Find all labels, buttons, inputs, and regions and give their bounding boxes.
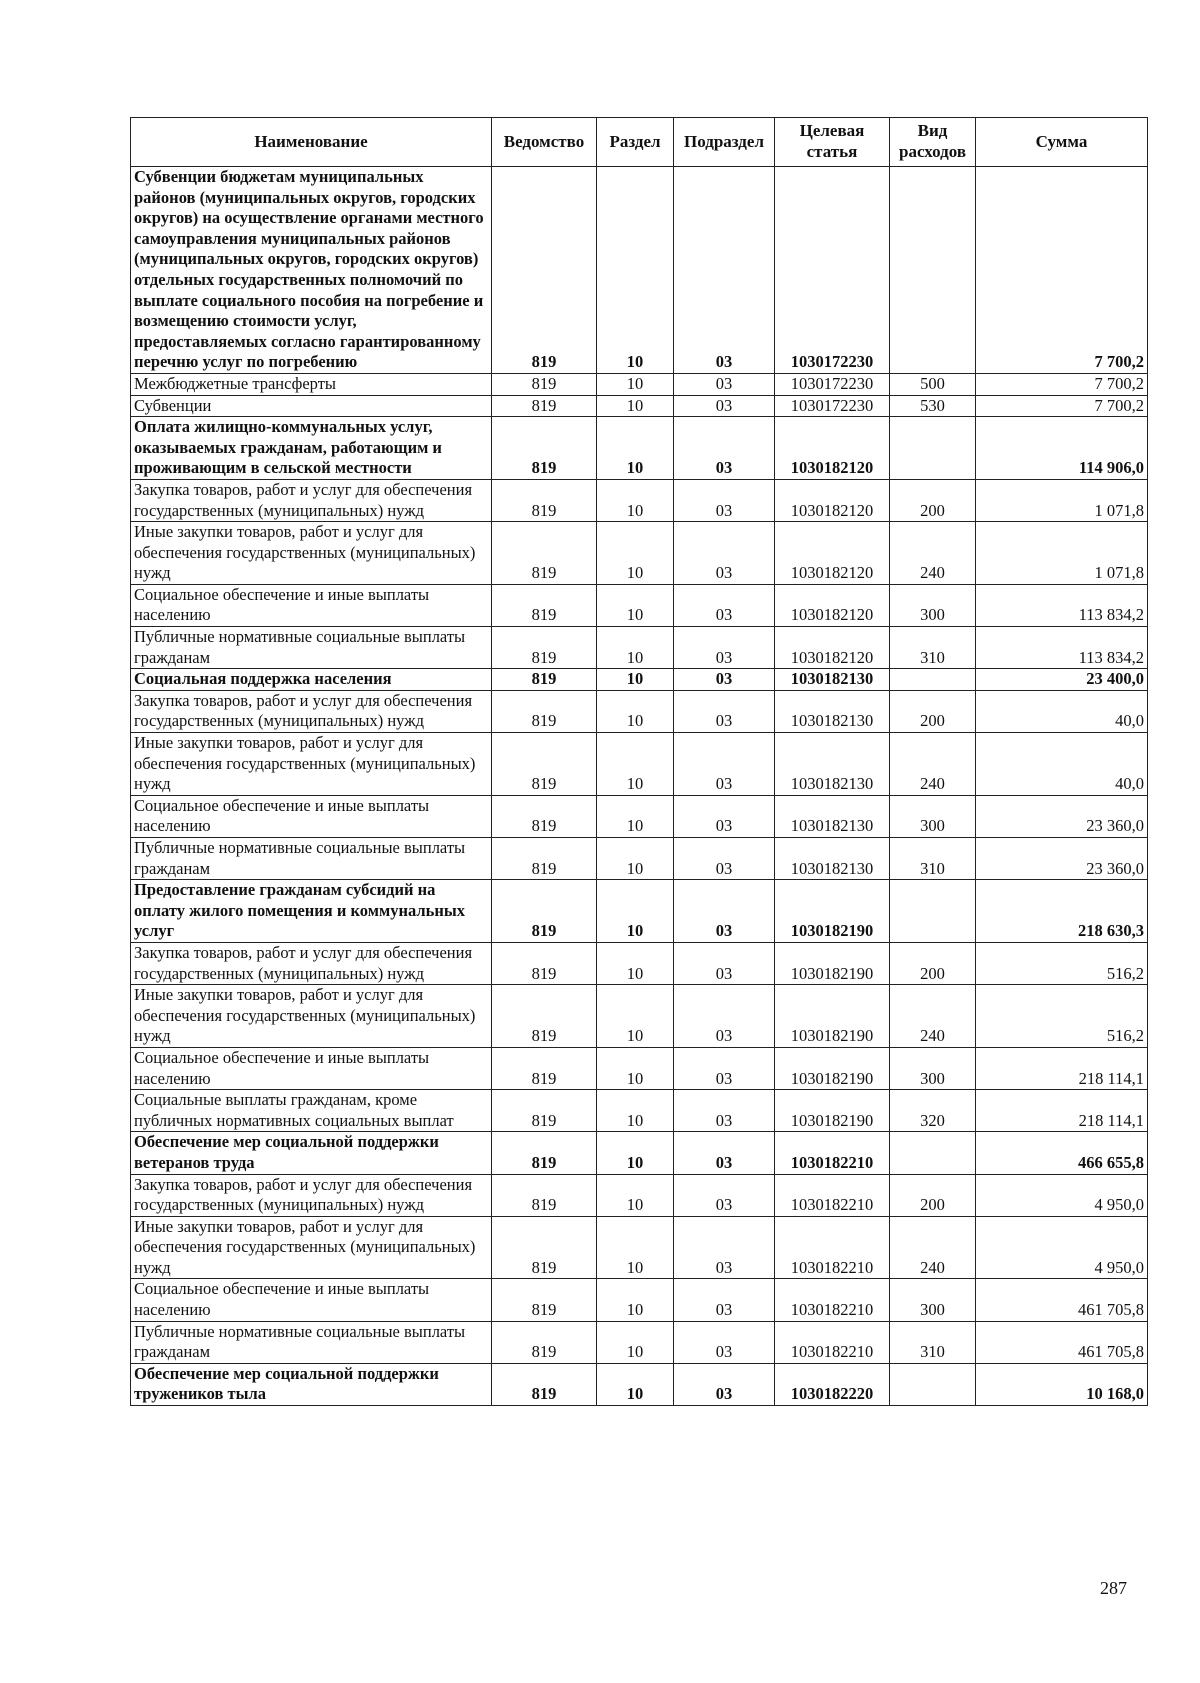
cell-target: 1030182130 [775, 690, 890, 732]
cell-subsection: 03 [674, 1216, 775, 1279]
table-row [131, 985, 1148, 1048]
cell-dept: 819 [492, 479, 597, 521]
cell-target: 1030182120 [775, 479, 890, 521]
header-section: Раздел [597, 118, 674, 167]
table-row [131, 522, 1148, 585]
cell-name: Социальные выплаты гражданам, кроме публичных нормативных социальных выплат [131, 1090, 492, 1132]
cell-section: 10 [597, 985, 674, 1048]
table-row [131, 373, 1148, 395]
cell-kind: 310 [890, 1321, 976, 1363]
cell-subsection: 03 [674, 417, 775, 480]
cell-sum: 218 630,3 [976, 880, 1148, 943]
header-target: Целевая статья [775, 118, 890, 167]
cell-section: 10 [597, 880, 674, 943]
cell-sum: 461 705,8 [976, 1279, 1148, 1321]
cell-sum: 23 360,0 [976, 795, 1148, 837]
cell-kind: 200 [890, 942, 976, 984]
cell-section: 10 [597, 1363, 674, 1405]
cell-subsection: 03 [674, 627, 775, 669]
cell-target: 1030182190 [775, 985, 890, 1048]
cell-dept: 819 [492, 880, 597, 943]
table-row [131, 395, 1148, 417]
cell-section: 10 [597, 1174, 674, 1216]
cell-kind: 240 [890, 733, 976, 796]
cell-kind: 200 [890, 690, 976, 732]
cell-name: Закупка товаров, работ и услуг для обеспечения государственных (муниципальных) нужд [131, 690, 492, 732]
cell-dept: 819 [492, 942, 597, 984]
cell-sum: 7 700,2 [976, 373, 1148, 395]
cell-sum: 4 950,0 [976, 1216, 1148, 1279]
cell-subsection: 03 [674, 584, 775, 626]
cell-dept: 819 [492, 1279, 597, 1321]
cell-subsection: 03 [674, 838, 775, 880]
cell-kind [890, 669, 976, 691]
table-row [131, 1174, 1148, 1216]
cell-section: 10 [597, 1216, 674, 1279]
cell-section: 10 [597, 1132, 674, 1174]
table-row [131, 167, 1148, 374]
cell-subsection: 03 [674, 733, 775, 796]
cell-name: Закупка товаров, работ и услуг для обеспечения государственных (муниципальных) нужд [131, 1174, 492, 1216]
cell-name: Публичные нормативные социальные выплаты гражданам [131, 627, 492, 669]
table-row [131, 838, 1148, 880]
cell-section: 10 [597, 522, 674, 585]
cell-section: 10 [597, 395, 674, 417]
cell-sum: 23 360,0 [976, 838, 1148, 880]
cell-kind [890, 1132, 976, 1174]
cell-section: 10 [597, 1090, 674, 1132]
cell-kind: 240 [890, 985, 976, 1048]
cell-section: 10 [597, 417, 674, 480]
table-row [131, 1132, 1148, 1174]
cell-sum: 40,0 [976, 733, 1148, 796]
cell-dept: 819 [492, 1321, 597, 1363]
cell-target: 1030172230 [775, 395, 890, 417]
cell-kind [890, 1363, 976, 1405]
header-kind: Вид расходов [890, 118, 976, 167]
cell-subsection: 03 [674, 522, 775, 585]
cell-section: 10 [597, 1321, 674, 1363]
cell-kind: 240 [890, 522, 976, 585]
cell-subsection: 03 [674, 373, 775, 395]
cell-name: Межбюджетные трансферты [131, 373, 492, 395]
cell-kind: 310 [890, 838, 976, 880]
cell-dept: 819 [492, 733, 597, 796]
cell-sum: 40,0 [976, 690, 1148, 732]
cell-target: 1030182210 [775, 1132, 890, 1174]
cell-subsection: 03 [674, 880, 775, 943]
cell-target: 1030182210 [775, 1174, 890, 1216]
cell-target: 1030182120 [775, 417, 890, 480]
table-body [131, 167, 1148, 1406]
cell-sum: 4 950,0 [976, 1174, 1148, 1216]
cell-kind [890, 417, 976, 480]
table-row [131, 795, 1148, 837]
cell-name: Субвенции [131, 395, 492, 417]
cell-dept: 819 [492, 584, 597, 626]
cell-section: 10 [597, 669, 674, 691]
cell-sum: 23 400,0 [976, 669, 1148, 691]
header-sum: Сумма [976, 118, 1148, 167]
header-name: Наименование [131, 118, 492, 167]
cell-section: 10 [597, 627, 674, 669]
cell-sum: 516,2 [976, 985, 1148, 1048]
cell-kind [890, 880, 976, 943]
cell-target: 1030182130 [775, 733, 890, 796]
cell-subsection: 03 [674, 1321, 775, 1363]
table-row [131, 1363, 1148, 1405]
cell-sum: 113 834,2 [976, 627, 1148, 669]
cell-name: Закупка товаров, работ и услуг для обеспечения государственных (муниципальных) нужд [131, 942, 492, 984]
cell-dept: 819 [492, 522, 597, 585]
cell-subsection: 03 [674, 1279, 775, 1321]
cell-target: 1030182130 [775, 795, 890, 837]
cell-section: 10 [597, 373, 674, 395]
cell-sum: 10 168,0 [976, 1363, 1148, 1405]
cell-name: Социальное обеспечение и иные выплаты населению [131, 1279, 492, 1321]
cell-section: 10 [597, 479, 674, 521]
header-subsection: Подраздел [674, 118, 775, 167]
cell-dept: 819 [492, 395, 597, 417]
cell-dept: 819 [492, 417, 597, 480]
cell-kind: 300 [890, 584, 976, 626]
cell-subsection: 03 [674, 1090, 775, 1132]
cell-name: Обеспечение мер социальной поддержки тружеников тыла [131, 1363, 492, 1405]
cell-dept: 819 [492, 373, 597, 395]
cell-kind: 200 [890, 479, 976, 521]
cell-kind: 300 [890, 1279, 976, 1321]
cell-target: 1030182120 [775, 627, 890, 669]
cell-sum: 516,2 [976, 942, 1148, 984]
cell-sum: 1 071,8 [976, 522, 1148, 585]
cell-target: 1030182210 [775, 1279, 890, 1321]
table-row [131, 1090, 1148, 1132]
cell-subsection: 03 [674, 167, 775, 374]
cell-section: 10 [597, 690, 674, 732]
cell-section: 10 [597, 1047, 674, 1089]
cell-name: Закупка товаров, работ и услуг для обеспечения государственных (муниципальных) нужд [131, 479, 492, 521]
cell-name: Публичные нормативные социальные выплаты гражданам [131, 1321, 492, 1363]
cell-dept: 819 [492, 669, 597, 691]
cell-subsection: 03 [674, 942, 775, 984]
table-row [131, 942, 1148, 984]
cell-section: 10 [597, 733, 674, 796]
cell-kind: 240 [890, 1216, 976, 1279]
table-row [131, 1279, 1148, 1321]
cell-section: 10 [597, 795, 674, 837]
cell-kind: 300 [890, 1047, 976, 1089]
cell-dept: 819 [492, 1090, 597, 1132]
cell-kind [890, 167, 976, 374]
table-header-row [131, 118, 1148, 167]
cell-sum: 113 834,2 [976, 584, 1148, 626]
cell-dept: 819 [492, 838, 597, 880]
cell-kind: 320 [890, 1090, 976, 1132]
cell-target: 1030182120 [775, 584, 890, 626]
cell-target: 1030182130 [775, 669, 890, 691]
cell-dept: 819 [492, 167, 597, 374]
cell-section: 10 [597, 167, 674, 374]
cell-target: 1030182130 [775, 838, 890, 880]
cell-subsection: 03 [674, 690, 775, 732]
cell-name: Публичные нормативные социальные выплаты гражданам [131, 838, 492, 880]
table-row [131, 1216, 1148, 1279]
table-row [131, 690, 1148, 732]
cell-subsection: 03 [674, 795, 775, 837]
cell-subsection: 03 [674, 1363, 775, 1405]
table-row [131, 733, 1148, 796]
cell-name: Обеспечение мер социальной поддержки ветеранов труда [131, 1132, 492, 1174]
cell-target: 1030182190 [775, 1090, 890, 1132]
cell-name: Оплата жилищно-коммунальных услуг, оказываемых гражданам, работающим и проживающим в сельской местности [131, 417, 492, 480]
cell-dept: 819 [492, 690, 597, 732]
cell-name: Субвенции бюджетам муниципальных районов (муниципальных округов, городских округов) на осуществление органами местного самоуправления муниципальных районов (муниципальных округов, городских округов) отдельных государственных полномочий по выплате социального пособия на погребение и возмещению стоимости услуг, предоставляемых согласно гарантированному перечню услуг по погребению [131, 167, 492, 374]
cell-target: 1030182190 [775, 942, 890, 984]
cell-section: 10 [597, 942, 674, 984]
cell-sum: 466 655,8 [976, 1132, 1148, 1174]
page-number: 287 [1100, 1578, 1127, 1598]
cell-target: 1030172230 [775, 373, 890, 395]
table-row [131, 584, 1148, 626]
table-row [131, 1321, 1148, 1363]
budget-table [130, 117, 1148, 1406]
cell-name: Иные закупки товаров, работ и услуг для обеспечения государственных (муниципальных) нужд [131, 985, 492, 1048]
cell-kind: 500 [890, 373, 976, 395]
cell-dept: 819 [492, 1047, 597, 1089]
cell-subsection: 03 [674, 985, 775, 1048]
cell-name: Иные закупки товаров, работ и услуг для обеспечения государственных (муниципальных) нужд [131, 1216, 492, 1279]
cell-subsection: 03 [674, 479, 775, 521]
table-row [131, 627, 1148, 669]
cell-target: 1030182220 [775, 1363, 890, 1405]
table-row [131, 669, 1148, 691]
cell-target: 1030182120 [775, 522, 890, 585]
cell-section: 10 [597, 1279, 674, 1321]
table-row [131, 1047, 1148, 1089]
cell-target: 1030182210 [775, 1321, 890, 1363]
cell-name: Социальное обеспечение и иные выплаты населению [131, 1047, 492, 1089]
cell-name: Иные закупки товаров, работ и услуг для обеспечения государственных (муниципальных) нужд [131, 733, 492, 796]
cell-dept: 819 [492, 1132, 597, 1174]
cell-sum: 7 700,2 [976, 395, 1148, 417]
cell-subsection: 03 [674, 1132, 775, 1174]
cell-target: 1030172230 [775, 167, 890, 374]
cell-target: 1030182210 [775, 1216, 890, 1279]
cell-kind: 530 [890, 395, 976, 417]
header-dept: Ведомство [492, 118, 597, 167]
cell-subsection: 03 [674, 669, 775, 691]
cell-name: Социальная поддержка населения [131, 669, 492, 691]
table-row [131, 417, 1148, 480]
cell-dept: 819 [492, 1174, 597, 1216]
cell-target: 1030182190 [775, 880, 890, 943]
cell-sum: 114 906,0 [976, 417, 1148, 480]
cell-sum: 1 071,8 [976, 479, 1148, 521]
cell-dept: 819 [492, 985, 597, 1048]
cell-subsection: 03 [674, 1047, 775, 1089]
cell-subsection: 03 [674, 1174, 775, 1216]
cell-dept: 819 [492, 627, 597, 669]
cell-kind: 310 [890, 627, 976, 669]
cell-sum: 218 114,1 [976, 1090, 1148, 1132]
cell-target: 1030182190 [775, 1047, 890, 1089]
cell-sum: 218 114,1 [976, 1047, 1148, 1089]
cell-sum: 7 700,2 [976, 167, 1148, 374]
cell-section: 10 [597, 584, 674, 626]
cell-dept: 819 [492, 1216, 597, 1279]
cell-kind: 300 [890, 795, 976, 837]
table-row [131, 479, 1148, 521]
table-row [131, 880, 1148, 943]
cell-subsection: 03 [674, 395, 775, 417]
cell-name: Социальное обеспечение и иные выплаты населению [131, 584, 492, 626]
cell-dept: 819 [492, 795, 597, 837]
cell-sum: 461 705,8 [976, 1321, 1148, 1363]
cell-name: Иные закупки товаров, работ и услуг для обеспечения государственных (муниципальных) нужд [131, 522, 492, 585]
cell-section: 10 [597, 838, 674, 880]
cell-kind: 200 [890, 1174, 976, 1216]
cell-name: Предоставление гражданам субсидий на оплату жилого помещения и коммунальных услуг [131, 880, 492, 943]
cell-name: Социальное обеспечение и иные выплаты населению [131, 795, 492, 837]
cell-dept: 819 [492, 1363, 597, 1405]
